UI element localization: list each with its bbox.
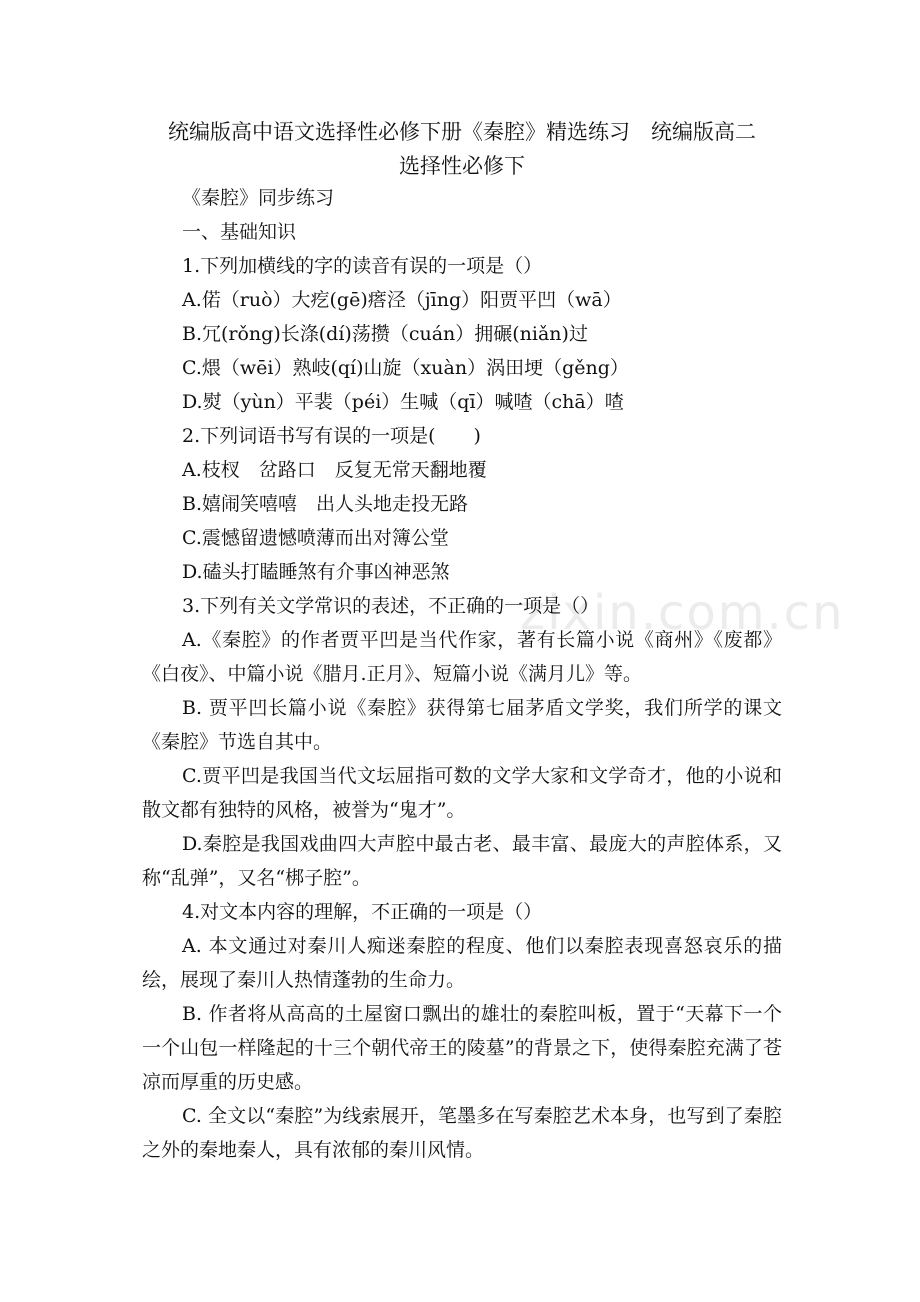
question-3-stem: 3.下列有关文学常识的表述，不正确的一项是（）: [182, 595, 600, 617]
subtitle: 《秦腔》同步练习: [182, 187, 335, 209]
question-1-option-c: C.煨（wēi）熟岐(qí)山旋（xuàn）涡田埂（gěng）: [182, 357, 629, 379]
question-3-option-a: A.《秦腔》的作者贾平凹是当代作家，著有长篇小说《商州》《废都》《白夜》、中篇小说《腊月.正月》、短篇小说《满月儿》等。: [142, 629, 782, 685]
document-body: [142, 181, 782, 1167]
question-4-option-a: A. 本文通过对秦川人痴迷秦腔的程度、他们以秦腔表现喜怒哀乐的描绘，展现了秦川人热情蓬勃的生命力。: [142, 935, 782, 991]
question-3-option-b: B. 贾平凹长篇小说《秦腔》获得第七届茅盾文学奖，我们所学的课文《秦腔》节选自其中。: [142, 697, 782, 753]
question-1-option-b: B.冗(rǒng)长涤(dí)荡攒（cuán）拥碾(niǎn)过: [182, 323, 588, 345]
question-1-stem: 1.下列加横线的字的读音有误的一项是（）: [182, 255, 543, 277]
question-4-option-b: B. 作者将从高高的土屋窗口飘出的雄壮的秦腔叫板，置于“天幕下一个一个山包一样隆起的十三个朝代帝王的陵墓”的背景之下，使得秦腔充满了苍凉而厚重的历史感。: [142, 1003, 782, 1093]
question-1-option-a: A.偌（ruò）大疙(gē)瘩泾（jīng）阳贾平凹（wā）: [182, 289, 622, 311]
title-line-2: 选择性必修下: [399, 154, 525, 178]
title-line-1: 统编版高中语文选择性必修下册《秦腔》精选练习 统编版高二: [168, 120, 756, 144]
question-2-stem: 2.下列词语书写有误的一项是( ): [182, 425, 481, 447]
question-3-option-c: C.贾平凹是我国当代文坛屈指可数的文学大家和文学奇才，他的小说和散文都有独特的风格，被誉为“鬼才”。: [142, 765, 782, 821]
question-4-stem: 4.对文本内容的理解，不正确的一项是（）: [182, 901, 543, 923]
question-2-option-a: A.枝杈 岔路口 反复无常天翻地覆: [182, 459, 487, 481]
question-1-option-d: D.熨（yùn）平裴（péi）生喊（qī）喊喳（chā）喳: [182, 391, 624, 413]
question-4-option-c: C. 全文以“秦腔”为线索展开，笔墨多在写秦腔艺术本身，也写到了秦腔之外的秦地秦人，具有浓郁的秦川风情。: [142, 1105, 782, 1161]
document-title: [142, 115, 782, 183]
question-2-option-b: B.嬉闹笑嘻嘻 出人头地走投无路: [182, 493, 469, 515]
question-2-option-d: D.磕头打瞌睡煞有介事凶神恶煞: [182, 561, 450, 583]
section-heading: 一、基础知识: [182, 221, 297, 243]
question-2-option-c: C.震憾留遗憾喷薄而出对簿公堂: [182, 527, 449, 549]
watermark: zixin.com.cn: [520, 585, 845, 641]
question-3-option-d: D.秦腔是我国戏曲四大声腔中最古老、最丰富、最庞大的声腔体系，又称“乱弹”，又名“梆子腔”。: [142, 833, 782, 889]
